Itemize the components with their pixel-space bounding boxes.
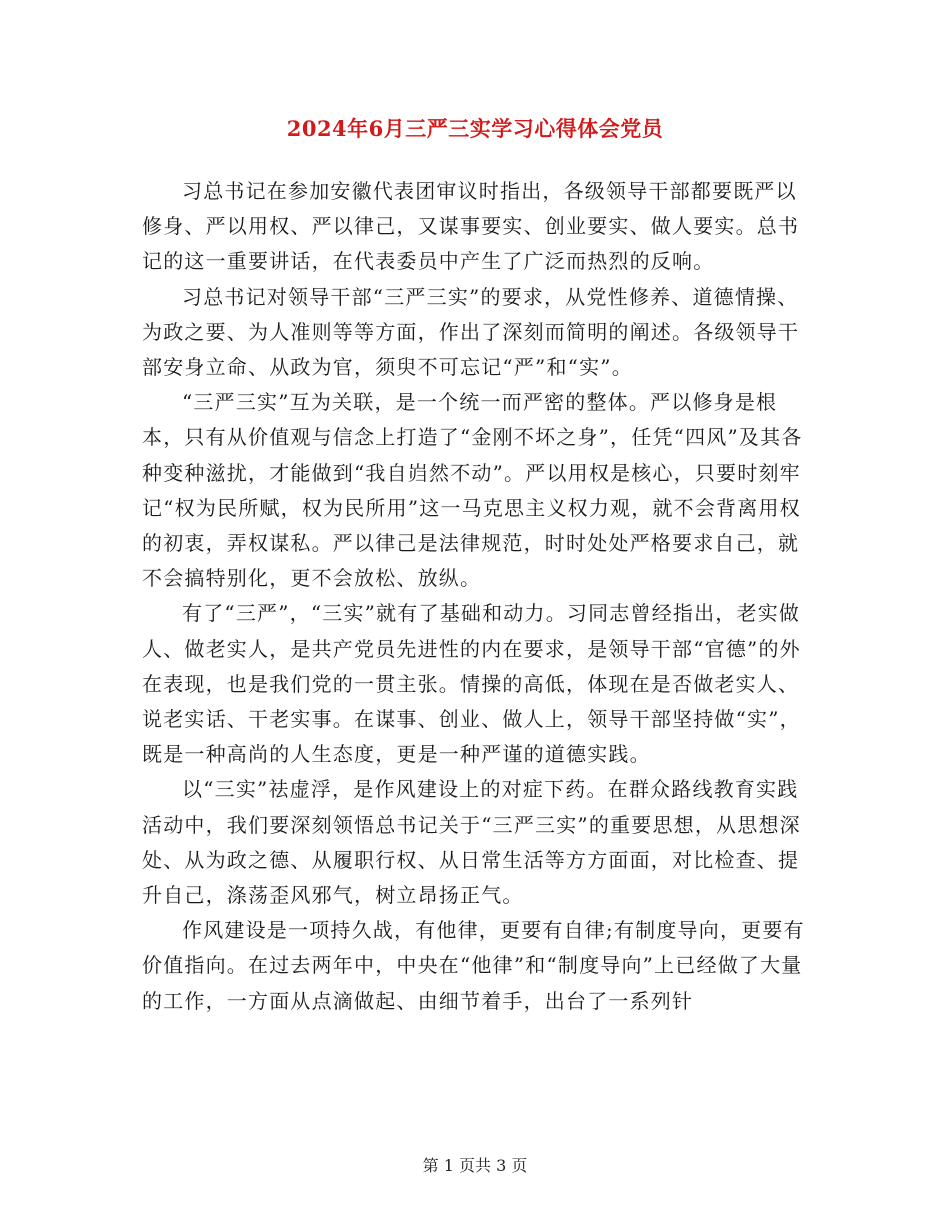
paragraph-2: 习总书记对领导干部“三严三实”的要求，从党性修养、道德情操、为政之要、为人准则等等方面，作出了深刻而简明的阐述。各级领导干部安身立命、从政为官，须臾不可忘记“严”和“实”。 <box>142 284 800 380</box>
paragraph-3: “三严三实”互为关联，是一个统一而严密的整体。严以修身是根本，只有从价值观与信念上打造了“金刚不坏之身”，任凭“四风”及其各种变种滋扰，才能做到“我自岿然不动”。严以用权是核心，只要时刻牢记“权为民所赋，权为民所用”这一马克思主义权力观，就不会背离用权的初衷，弄权谋私。严以律己是法律规范，时时处处严格要求自己，就不会搞特别化，更不会放松、放纵。 <box>142 390 803 591</box>
document-title: 2024年6月三严三实学习心得体会党员 <box>286 116 664 141</box>
paragraph-4: 有了“三严”，“三实”就有了基础和动力。习同志曾经指出，老实做人、做老实人，是共产党员先进性的内在要求，是领导干部“官德”的外在表现，也是我们党的一贯主张。情操的高低，体现在是否做老实人、说老实话、干老实事。在谋事、创业、做人上，领导干部坚持做“实”，既是一种高尚的人生态度，更是一种严谨的道德实践。 <box>142 601 801 767</box>
paragraph-6: 作风建设是一项持久战，有他律，更要有自律;有制度导向，更要有价值指向。在过去两年中，中央在“他律”和“制度导向”上已经做了大量的工作，一方面从点滴做起、由细节着手，出台了一系列针 <box>142 918 805 1013</box>
page-number-footer: 第 1 页共 3 页 <box>422 1156 528 1175</box>
document-body <box>142 174 810 1019</box>
paragraph-5: 以“三实”祛虚浮，是作风建设上的对症下药。在群众路线教育实践活动中，我们要深刻领悟总书记关于“三严三实”的重要思想，从思想深处、从为政之德、从履职行权、从日常生活等方方面面，对比检查、提升自己，涤荡歪风邪气，树立昂扬正气。 <box>142 777 801 908</box>
paragraph-1: 习总书记在参加安徽代表团审议时指出，各级领导干部都要既严以修身、严以用权、严以律己，又谋事要实、创业要实、做人要实。总书记的这一重要讲话，在代表委员中产生了广泛而热烈的反响。 <box>142 179 800 274</box>
